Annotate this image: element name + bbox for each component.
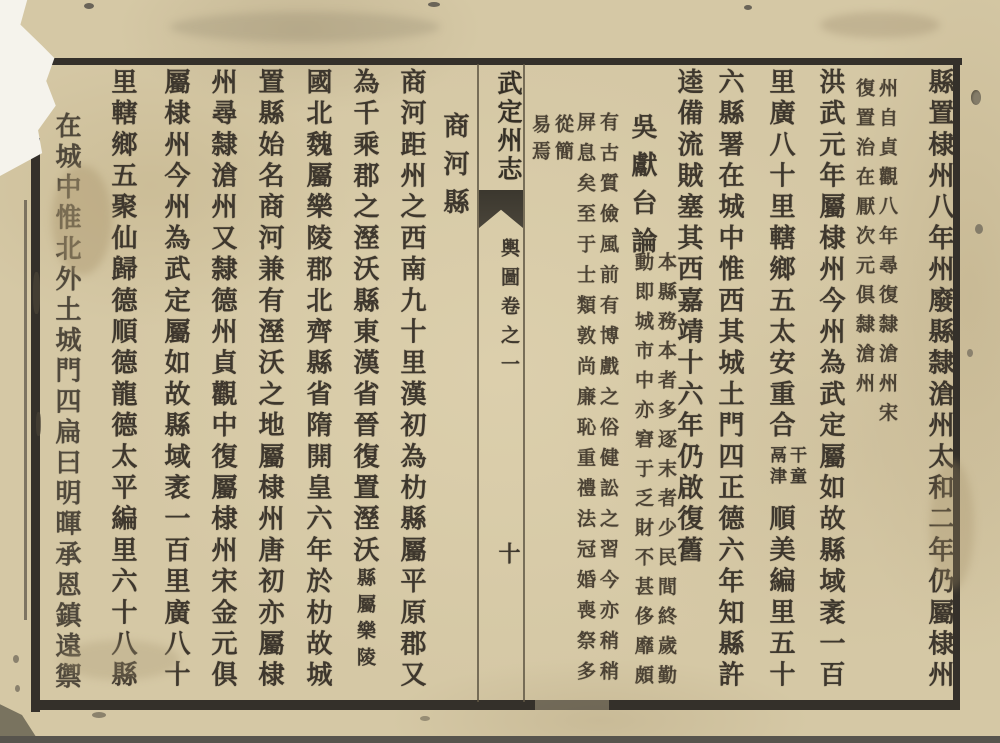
ink-speck — [92, 712, 106, 718]
frame-border-bottom — [36, 700, 960, 710]
text-column-l2: 商河距州之西南九十里漢初為朸縣屬平原郡又 — [397, 68, 426, 692]
text-column-r5: 六縣署在城中惟西其城土門四正德六年知縣許 — [715, 68, 744, 692]
small-subcolumn-right: 干童 — [786, 446, 806, 489]
ink-speck — [420, 716, 430, 721]
fishtail-icon — [479, 190, 523, 228]
text-column-r3: 洪武元年屬棣州今州為武定屬如故縣域袤一百 — [816, 68, 845, 692]
text-column-r1: 縣置棣州八年州廢縣隸滄州太和二年仍屬棣州 — [925, 68, 954, 692]
column-text: 里廣八十里轄鄉五太安重合 — [766, 68, 795, 443]
annotation-subcolumn-right: 本縣務本者多逐末者少民間終歲勤 — [655, 252, 676, 695]
text-column-l4: 國北魏屬樂陵郡北齊縣省隋開皇六年於朸故城 — [303, 68, 332, 692]
annotation-column-r9 — [528, 114, 574, 168]
paper-stain — [170, 12, 440, 42]
text-column-r6: 逵備流賊塞其西嘉靖十六年仍啟復舊 — [674, 68, 703, 568]
commentary-heading-wu-xiantai: 吳獻台論 — [628, 113, 657, 265]
wormhole — [15, 685, 20, 692]
annotation-subcolumn-left: 復置治在厭次元俱隸滄州 — [853, 78, 874, 403]
text-column-l9: 在城中惟北外土城門四扁曰明暉承恩鎮遠禦 — [52, 112, 81, 694]
ink-speck — [84, 3, 94, 9]
frame-border-left — [31, 138, 40, 712]
wormhole — [967, 349, 973, 357]
annotation-subcolumn-right: 從簡 — [552, 114, 573, 168]
squeezed-column-tail: 縣屬樂陵 — [354, 567, 375, 674]
bottom-scan-band — [0, 736, 1000, 743]
county-heading-shanghe: 商河縣 — [440, 112, 469, 226]
annotation-subcolumn-left: 動即城市中亦窘于乏財不甚侈靡頗 — [632, 252, 653, 695]
text-column-l6: 州尋隸滄州又隸德州貞觀中復屬棣州宋金元俱 — [208, 68, 237, 692]
ink-speck — [428, 2, 440, 7]
annotation-column-r2 — [852, 78, 898, 432]
wormhole — [971, 90, 981, 105]
annotation-column-r8 — [573, 112, 619, 692]
frame-border-top — [36, 58, 962, 65]
annotation-subcolumn-right: 有古質儉風前有博戲之俗健訟之習今亦稍稍 — [597, 112, 618, 692]
page-title: 武定州志 — [494, 70, 521, 184]
section-label: 輿圖卷之一 — [498, 238, 519, 383]
column-text: 為千乘郡之溼沃縣東漢省晉復置溼沃 — [350, 68, 379, 568]
text-column-l8: 里轄鄉五聚仙歸德順德龍德太平編里六十八縣 — [108, 68, 137, 692]
text-column-r4 — [763, 68, 806, 692]
text-column-l5: 置縣始名商河兼有溼沃之地屬棣州唐初亦屬棣 — [255, 68, 284, 692]
page-number: 十 — [496, 542, 521, 564]
wormhole — [13, 655, 19, 663]
small-subcolumn-left: 鬲津 — [766, 446, 786, 489]
annotation-subcolumn-right: 州自貞觀八年尋復隸滄州宋 — [876, 78, 897, 432]
ink-speck — [744, 5, 752, 10]
township-names-small-pair — [766, 446, 806, 500]
paper-stain — [820, 12, 940, 38]
frame-border-left-outer — [24, 200, 27, 620]
column-text: 順美編里五十 — [766, 504, 795, 692]
text-column-l3 — [347, 68, 381, 673]
wormhole — [975, 224, 983, 234]
text-column-l7: 屬棣州今州為武定屬如故縣域袤一百里廣八十 — [161, 68, 190, 692]
annotation-column-r7 — [631, 252, 677, 695]
center-column-rule-left — [477, 64, 479, 702]
annotation-subcolumn-left: 易焉 — [529, 114, 550, 168]
annotation-subcolumn-left: 屏息矣至于士類敦尚廉恥重禮法冠婚喪祭多 — [574, 112, 595, 692]
